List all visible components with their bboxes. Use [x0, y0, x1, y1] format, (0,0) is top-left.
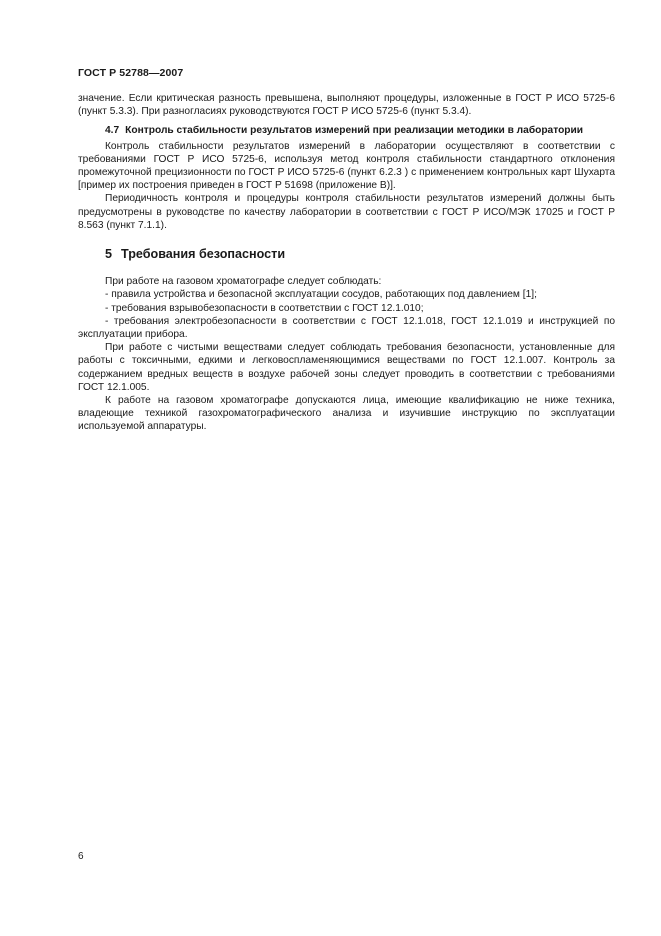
section-heading-5	[78, 248, 615, 261]
paragraph: При работе на газовом хроматографе следует соблюдать:	[105, 276, 382, 288]
subsection-heading-4-7	[78, 124, 615, 137]
paragraph: Контроль стабильности результатов измерений в лаборатории осуществляют в соответствии с требованиями ГОСТ Р ИСО 5725-6, используя метод контроля стабильности стандартного отклонения промежуточной прецизионности по ГОСТ Р ИСО 5725-6 (пункт 6.2.3 ) с применением контрольных карт Шухарта [пример их построения приведен в ГОСТ Р 51698 (приложение В)].	[78, 140, 615, 192]
list-item: - правила устройства и безопасной эксплуатации сосудов, работающих под давлением [1];	[105, 289, 537, 301]
section-title: Требования безопасности	[121, 247, 286, 262]
paragraph: При работе с чистыми веществами следует соблюдать требования безопасности, установленные для работы с токсичными, едкими и легковоспламеняющимися веществами по ГОСТ 12.1.007. Контроль за содержанием вредных веществ в воздухе рабочей зоны следует проводить в соответствии с требованиями ГОСТ 12.1.005.	[78, 342, 615, 393]
document-body	[78, 92, 615, 434]
paragraph: К работе на газовом хроматографе допускаются лица, имеющие квалификацию не ниже техника, владеющие техникой газохроматографического анализа и изучившие инструкцию по эксплуатации используемой аппаратуры.	[78, 395, 615, 433]
continued-paragraph: значение. Если критическая разность превышена, выполняют процедуры, изложенные в ГОСТ Р ИСО 5725-6 (пункт 5.3.3). При разногласиях руководствуются ГОСТ Р ИСО 5725-6 (пункт 5.3.4).	[78, 93, 615, 118]
list-item: - требования электробезопасности в соответствии с ГОСТ 12.1.018, ГОСТ 12.1.019 и инструкцией по эксплуатации прибора.	[78, 315, 615, 341]
document-header: ГОСТ Р 52788—2007	[78, 67, 184, 79]
subsection-number: 4.7	[105, 125, 120, 137]
section-number: 5	[105, 247, 113, 262]
page-number: 6	[78, 851, 84, 862]
subsection-title: Контроль стабильности результатов измерений при реализации методики в лаборатории	[125, 125, 584, 137]
paragraph: Периодичность контроля и процедуры контроля стабильности результатов измерений должны быть предусмотрены в руководстве по качеству лаборатории в соответствии с ГОСТ Р ИСО/МЭК 17025 и ГОСТ Р 8.563 (пункт 7.1.1).	[78, 193, 615, 231]
list-item: - требования взрывобезопасности в соответствии с ГОСТ 12.1.010;	[105, 302, 424, 314]
